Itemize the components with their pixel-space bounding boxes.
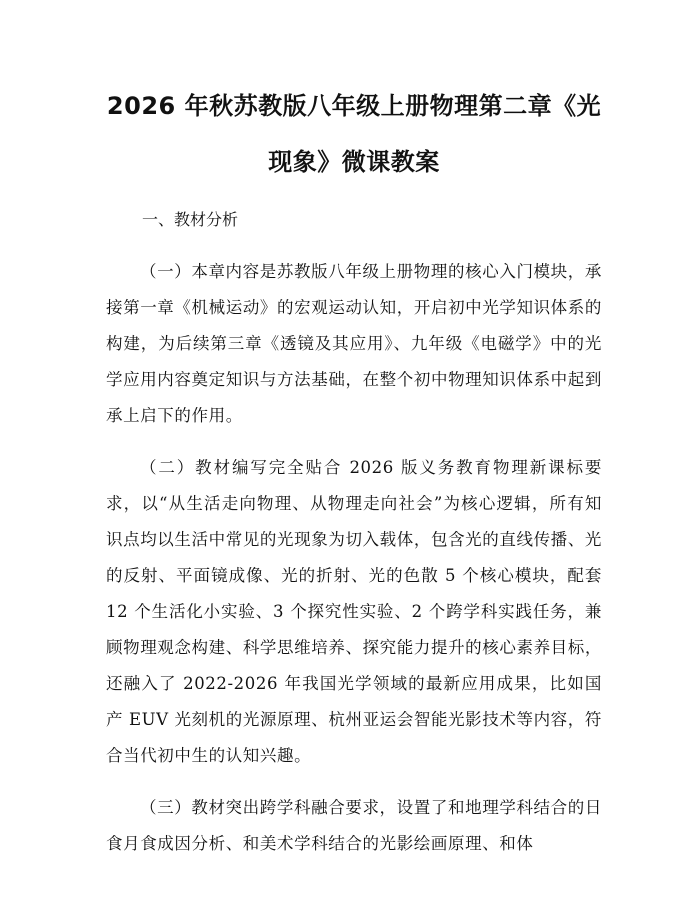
document-title: 2026 年秋苏教版八年级上册物理第二章《光现象》微课教案 xyxy=(106,92,602,176)
section-heading: 一、教材分析 xyxy=(142,210,239,229)
paragraph-3: （三）教材突出跨学科融合要求，设置了和地理学科结合的日食月食成因分析、和美术学科结合的光影绘画原理、和体 xyxy=(106,798,602,853)
paragraph-1: （一）本章内容是苏教版八年级上册物理的核心入门模块，承接第一章《机械运动》的宏观运动认知，开启初中光学知识体系的构建，为后续第三章《透镜及其应用》、九年级《电磁学》中的光学应用内容奠定知识与方法基础，在整个初中物理知识体系中起到承上启下的作用。 xyxy=(106,262,602,425)
paragraph-2: （二）教材编写完全贴合 2026 版义务教育物理新课标要求，以“从生活走向物理、从物理走向社会”为核心逻辑，所有知识点均以生活中常见的光现象为切入载体，包含光的直线传播、光的反射、平面镜成像、光的折射、光的色散 5 个核心模块，配套 12 个生活化小实验、3 个探究性实验、2 个跨学科实践任务，兼顾物理观念构建、科学思维培养、探究能力提升的核心素养目标，还融入了 2022-2026 年我国光学领域的最新应用成果，比如国产 EUV 光刻机的光源原理、杭州亚运会智能光影技术等内容，符合当代初中生的认知兴趣。 xyxy=(106,458,602,765)
